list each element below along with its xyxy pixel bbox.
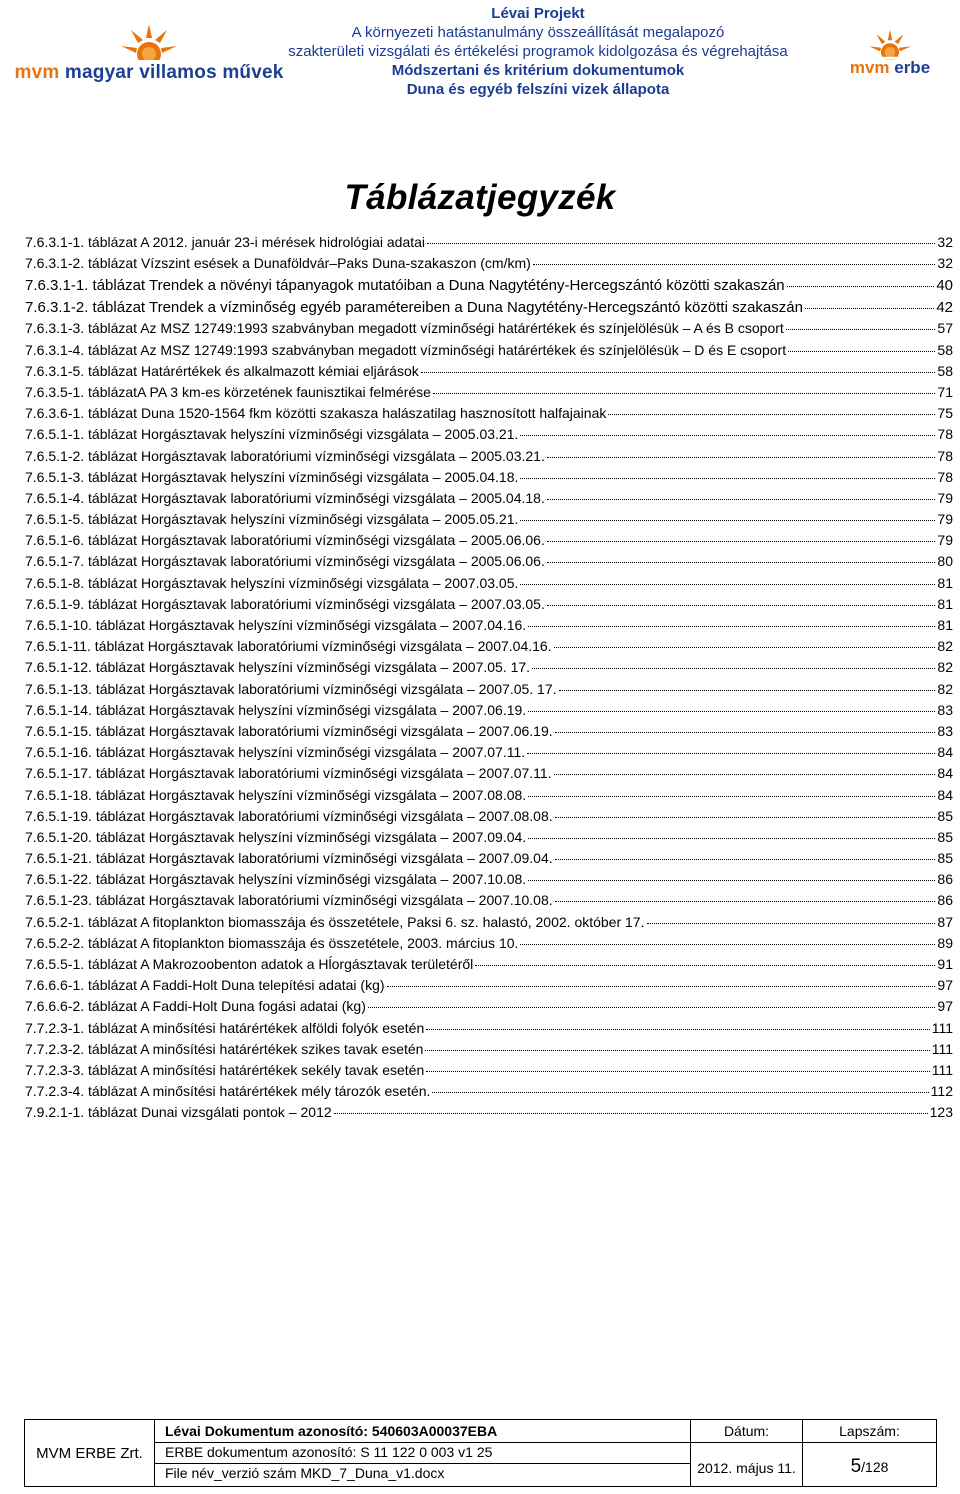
toc-leader-dots [528, 697, 935, 712]
toc-leader-dots [528, 824, 935, 839]
toc-entry-page: 80 [937, 553, 953, 570]
toc-leader-dots [555, 845, 936, 860]
toc-entry-page: 81 [937, 595, 953, 612]
toc-leader-dots [368, 993, 936, 1008]
toc-entry-title: 7.6.6.6-2. táblázat A Faddi-Holt Duna fogási adatai (kg) [25, 998, 366, 1015]
footer-date-label: Dátum: [723, 1423, 770, 1439]
toc-entry-title: 7.6.5.1-13. táblázat Horgásztavak laboratóriumi vízminőségi vizsgálata – 2007.05. 17. [25, 680, 557, 697]
toc-entry-title: 7.6.5.1-16. táblázat Horgásztavak helyszíni vízminőségi vizsgálata – 2007.07.11. [25, 744, 526, 761]
toc-leader-dots [426, 1015, 929, 1030]
mvm-erbe-logo [836, 28, 944, 78]
toc-entry-title: 7.6.3.6-1. táblázat Duna 1520-1564 fkm közötti szakasza halászatilag hasznosított halfajainak [25, 405, 607, 422]
toc-entry-title: 7.6.5.1-4. táblázat Horgásztavak laboratóriumi vízminőségi vizsgálata – 2005.04.18. [25, 489, 545, 506]
toc-entry-title: 7.6.5.1-23. táblázat Horgásztavak laboratóriumi vízminőségi vizsgálata – 2007.10.08. [25, 892, 553, 909]
toc-leader-dots [532, 654, 935, 669]
toc-entry-title: 7.6.3.1-4. táblázat Az MSZ 12749:1993 szabványban megadott vízminőségi határértékek és színjelölésük – D és E csoport [25, 341, 787, 358]
toc-entry-title: 7.7.2.3-1. táblázat A minősítési határértékek alföldi folyók esetén [25, 1019, 425, 1036]
toc-entry-title: 7.6.5.1-8. táblázat Horgásztavak helyszíni vízminőségi vizsgálata – 2007.03.05. [25, 574, 519, 591]
toc-entry-title: 7.7.2.3-4. táblázat A minősítési határértékek mély tározók esetén. [25, 1083, 431, 1100]
toc-entry-page: 87 [937, 913, 953, 930]
toc-entry-page: 83 [937, 722, 953, 739]
toc-entry-title: 7.6.5.1-19. táblázat Horgásztavak laboratóriumi vízminőségi vizsgálata – 2007.08.08. [25, 807, 553, 824]
header-line: A környezeti hatástanulmány összeállítását megalapozó [351, 24, 725, 41]
footer-date-value: 2012. május 11. [697, 1460, 796, 1476]
toc-leader-dots [421, 358, 936, 373]
toc-leader-dots [520, 421, 935, 436]
toc-entry-title: 7.6.5.1-21. táblázat Horgásztavak laboratóriumi vízminőségi vizsgálata – 2007.09.04. [25, 850, 553, 867]
toc-entry-title: 7.6.6.6-1. táblázat A Faddi-Holt Duna telepítési adatai (kg) [25, 977, 385, 994]
toc-entry-title: 7.6.3.1-1. táblázat A 2012. január 23-i mérések hidrológiai adatai [25, 234, 426, 250]
footer-doc-id: Lévai Dokumentum azonosító: 540603A00037EBA [165, 1423, 498, 1439]
toc-entry-title: 7.6.3.1-2. táblázat Vízszint esések a Dunaföldvár–Paks Duna-szakaszon (cm/km) [25, 255, 531, 272]
toc-entry-page: 89 [937, 934, 953, 951]
toc-entry-page: 79 [937, 511, 953, 528]
toc-entry-title: 7.6.5.1-5. táblázat Horgásztavak helyszíni vízminőségi vizsgálata – 2005.05.21. [25, 511, 519, 528]
toc-entry-page: 79 [937, 489, 953, 506]
toc-entry-page: 111 [931, 1019, 953, 1036]
toc-entry-title: 7.6.3.1-1. táblázat Trendek a növényi tápanyagok mutatóiban a Duna Nagytétény-Hercegszántó közötti szakaszán [25, 277, 785, 295]
toc-entry-page: 85 [937, 850, 953, 867]
toc-leader-dots [520, 930, 935, 945]
toc-leader-dots [433, 379, 935, 394]
toc-entry-title: 7.6.5.1-11. táblázat Horgásztavak laboratóriumi vízminőségi vizsgálata – 2007.04.16. [25, 638, 552, 655]
toc-entry-page: 78 [937, 426, 953, 443]
toc-leader-dots [520, 464, 935, 479]
toc-entry-title: 7.6.5.1-20. táblázat Horgásztavak helyszíni vízminőségi vizsgálata – 2007.09.04. [25, 828, 527, 845]
footer-page-total: /128 [861, 1459, 889, 1475]
toc-entry-page: 58 [937, 341, 953, 358]
toc-entry-page: 71 [937, 383, 953, 400]
toc-entry-page: 78 [937, 447, 953, 464]
toc-leader-dots [555, 718, 936, 733]
footer-page [803, 1420, 936, 1486]
toc-entry-page: 84 [937, 744, 953, 761]
toc-entry-title: 7.6.3.1-2. táblázat Trendek a vízminőség egyéb paramétereiben a Duna Nagytétény-Hercegszántó közötti szakaszán [25, 299, 803, 317]
toc-entry-page: 111 [931, 1040, 953, 1057]
toc-leader-dots [555, 887, 936, 902]
toc-leader-dots [426, 1057, 929, 1072]
toc-leader-dots [528, 612, 935, 627]
page-title: Táblázatjegyzék [344, 178, 616, 217]
toc-entry-page: 42 [936, 299, 953, 317]
toc-entry-title: 7.6.5.1-15. táblázat Horgásztavak laboratóriumi vízminőségi vizsgálata – 2007.06.19. [25, 722, 553, 739]
toc-entry-title: 7.6.3.1-5. táblázat Határértékek és alkalmazott kémiai eljárások [25, 362, 419, 379]
toc-entry-title: 7.6.5.1-1. táblázat Horgásztavak helyszíni vízminőségi vizsgálata – 2005.03.21. [25, 426, 519, 443]
toc-entry-title: 7.6.5.1-17. táblázat Horgásztavak laboratóriumi vízminőségi vizsgálata – 2007.07.11. [25, 765, 552, 782]
sun-logo-icon [866, 28, 914, 60]
header-line: Duna és egyéb felszíni vizek állapota [406, 81, 670, 98]
toc-leader-dots [387, 972, 936, 987]
toc-leader-dots [334, 1099, 928, 1114]
toc-entry-title: 7.6.5.1-10. táblázat Horgásztavak helyszíni vízminőségi vizsgálata – 2007.04.16. [25, 617, 527, 633]
footer-date [691, 1420, 803, 1486]
toc-entry-page: 91 [937, 956, 953, 972]
toc-entry-page: 111 [931, 1061, 953, 1078]
mvm-logo-text: mvm magyar villamos művek [14, 62, 284, 83]
footer-document-ids [155, 1420, 691, 1486]
toc-entry-title: 7.6.5.2-2. táblázat A fitoplankton biomasszája és összetétele, 2003. március 10. [25, 934, 519, 951]
toc-entry-page: 86 [937, 871, 953, 888]
footer-file-name: File név_verzió szám MKD_7_Duna_v1.docx [165, 1465, 445, 1481]
toc-entry-title: 7.6.3.1-3. táblázat Az MSZ 12749:1993 szabványban megadott vízminőségi határértékek és színjelölésük – A és B csoport [25, 320, 784, 337]
toc-entry-page: 97 [937, 998, 953, 1015]
header-line: Lévai Projekt [491, 5, 585, 22]
toc-entry-page: 79 [937, 532, 953, 549]
toc-entry-page: 112 [930, 1083, 953, 1100]
toc-leader-dots [559, 676, 936, 691]
toc-leader-dots [608, 400, 935, 415]
toc-leader-dots [786, 315, 936, 330]
toc-leader-dots [554, 760, 936, 775]
project-header-text [288, 4, 788, 99]
sun-logo-icon [117, 22, 181, 64]
toc-entry-page: 32 [937, 234, 953, 250]
toc-leader-dots [547, 443, 936, 458]
toc-leader-dots [475, 951, 935, 966]
toc-entry-page: 32 [937, 255, 953, 272]
toc-leader-dots [425, 1036, 929, 1051]
page-header [0, 0, 960, 112]
toc-entry-page: 84 [937, 786, 953, 803]
toc-entry-title: 7.7.2.3-3. táblázat A minősítési határértékek sekély tavak esetén [25, 1061, 425, 1078]
toc-leader-dots [805, 293, 934, 309]
toc-entry-title: 7.6.5.1-3. táblázat Horgásztavak helyszíni vízminőségi vizsgálata – 2005.04.18. [25, 468, 519, 485]
toc-entry-page: 83 [937, 701, 953, 718]
toc-entry-title: 7.6.3.5-1. táblázatA PA 3 km-es körzetének faunisztikai felmérése [25, 383, 431, 400]
toc-entry-title: 7.6.5.1-9. táblázat Horgásztavak laboratóriumi vízminőségi vizsgálata – 2007.03.05. [25, 595, 545, 612]
toc-entry-page: 82 [937, 680, 953, 697]
toc-entry-page: 84 [937, 765, 953, 782]
toc-leader-dots [554, 633, 936, 648]
toc-leader-dots [647, 909, 936, 924]
toc-leader-dots [527, 739, 935, 754]
toc-entry-title: 7.6.5.1-6. táblázat Horgásztavak laboratóriumi vízminőségi vizsgálata – 2005.06.06. [25, 532, 545, 549]
toc-entry-title: 7.7.2.3-2. táblázat A minősítési határértékek szikes tavak esetén [25, 1040, 424, 1057]
toc-leader-dots [432, 1078, 928, 1093]
header-line: szakterületi vizsgálati és értékelési programok kidolgozása és végrehajtása [288, 43, 788, 60]
toc-leader-dots [528, 866, 935, 881]
toc-entry-page: 81 [937, 617, 953, 633]
toc-entry-title: 7.9.2.1-1. táblázat Dunai vizsgálati pontok – 2012 [25, 1104, 332, 1121]
toc-entry-page: 85 [937, 807, 953, 824]
toc-entry-page: 81 [937, 574, 953, 591]
toc-entry-page: 97 [937, 977, 953, 994]
toc-leader-dots [533, 250, 936, 265]
toc-leader-dots [547, 527, 936, 542]
mvm-logo [14, 22, 284, 84]
page-footer [24, 1419, 937, 1487]
toc-leader-dots [555, 803, 936, 818]
toc-entry-page: 85 [937, 828, 953, 845]
toc-entry-page: 57 [937, 320, 953, 337]
toc-entry-page: 75 [937, 405, 953, 422]
mvm-erbe-logo-text: mvm erbe [849, 58, 931, 77]
toc-leader-dots [520, 570, 935, 585]
toc-entry-title: 7.6.5.1-22. táblázat Horgásztavak helyszíni vízminőségi vizsgálata – 2007.10.08. [25, 871, 527, 888]
toc-leader-dots [787, 271, 935, 287]
footer-page-label: Lapszám: [839, 1423, 900, 1439]
footer-erbe-id: ERBE dokumentum azonosító: S 11 122 0 003 v1 25 [165, 1444, 493, 1460]
toc-entry-title: 7.6.5.2-1. táblázat A fitoplankton biomasszája és összetétele, Paksi 6. sz. halastó, 2002. október 17. [25, 913, 645, 930]
toc-entry-title: 7.6.5.1-12. táblázat Horgásztavak helyszíni vízminőségi vizsgálata – 2007.05. 17. [25, 659, 531, 676]
toc-entry-page: 40 [936, 277, 953, 295]
header-line: Módszertani és kritérium dokumentumok [391, 62, 685, 79]
toc-entry-page: 123 [929, 1104, 953, 1121]
toc-entry[interactable] [25, 1102, 953, 1123]
toc-leader-dots [520, 506, 935, 521]
toc-leader-dots [547, 548, 936, 563]
toc-entry-page: 82 [937, 638, 953, 655]
footer-company: MVM ERBE Zrt. [25, 1420, 155, 1486]
toc-entry-page: 86 [937, 892, 953, 909]
toc-leader-dots [547, 485, 936, 500]
toc-leader-dots [788, 337, 935, 352]
footer-page-current: 5 [850, 1456, 862, 1477]
table-of-tables [25, 232, 953, 1124]
toc-leader-dots [547, 591, 936, 606]
footer-page-number [803, 1456, 936, 1478]
toc-entry-title: 7.6.5.1-18. táblázat Horgásztavak helyszíni vízminőségi vizsgálata – 2007.08.08. [25, 786, 527, 803]
toc-leader-dots [528, 782, 935, 797]
toc-entry-page: 58 [937, 362, 953, 379]
toc-entry-page: 78 [937, 468, 953, 485]
toc-leader-dots [427, 229, 935, 244]
toc-entry-title: 7.6.5.5-1. táblázat A Makrozoobenton adatok a Hĺorgásztavak területéről [25, 956, 474, 972]
toc-entry-page: 82 [937, 659, 953, 676]
toc-entry-title: 7.6.5.1-14. táblázat Horgásztavak helyszíni vízminőségi vizsgálata – 2007.06.19. [25, 701, 527, 718]
toc-entry-title: 7.6.5.1-2. táblázat Horgásztavak laboratóriumi vízminőségi vizsgálata – 2005.03.21. [25, 447, 545, 464]
toc-entry-title: 7.6.5.1-7. táblázat Horgásztavak laboratóriumi vízminőségi vizsgálata – 2005.06.06. [25, 553, 545, 570]
